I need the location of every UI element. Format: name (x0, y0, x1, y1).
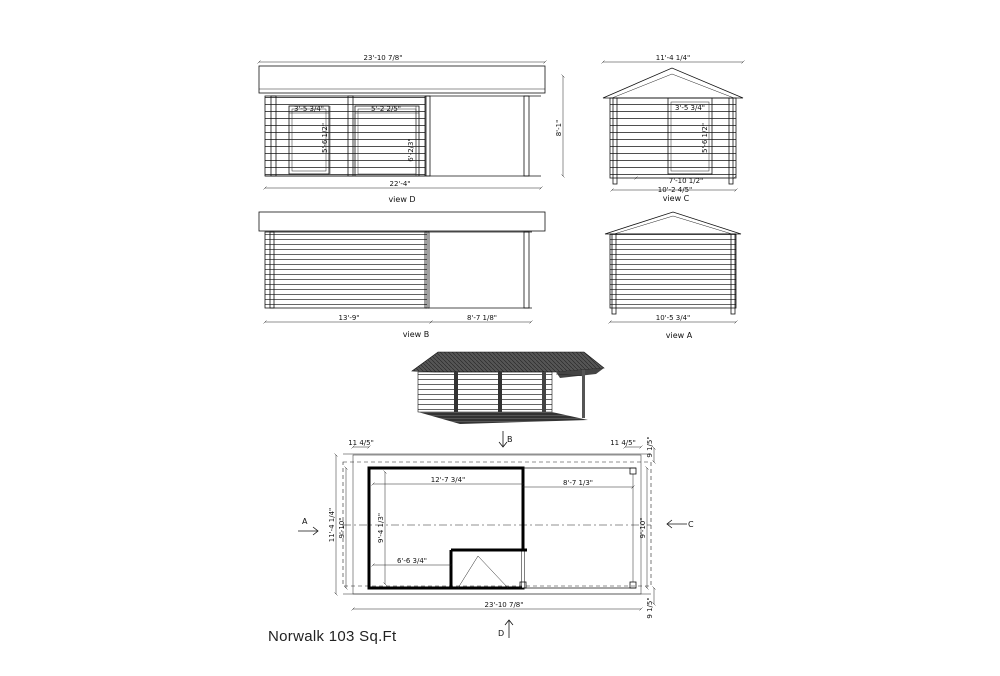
view-d-window-w: 3'-5 3/4" (293, 105, 325, 113)
view-d-window-h: 5'-6 1/2" (321, 122, 329, 154)
view-d-height: 8'-1" (555, 119, 563, 137)
view-a (605, 212, 741, 340)
view-d-overall-top: 23'-10 7/8" (363, 54, 403, 62)
arrow-d-label: D (498, 629, 505, 638)
view-c-overall-top: 11'-4 1/4" (655, 54, 691, 62)
arrow-d-icon (505, 620, 513, 638)
plan-room-depth: 9'-4 1/3" (377, 512, 385, 544)
plan-overhang-right: 11 4/5" (610, 439, 636, 447)
view-c-window-w: 3'-5 3/4" (674, 104, 706, 112)
view-b (259, 212, 545, 339)
view-c-overall-bottom: 10'-2 4/5" (657, 186, 693, 194)
view-b-closed: 13'-9" (338, 314, 360, 322)
view-d-overall-bottom: 22'-4" (389, 180, 411, 188)
arrow-c-icon (667, 520, 687, 528)
view-c (603, 54, 743, 203)
arrow-c-label: C (688, 520, 694, 529)
arrow-b-icon (499, 431, 507, 447)
plan-porch-len: 8'-7 1/3" (562, 479, 594, 487)
view-b-label: view B (402, 330, 430, 339)
arrow-b-label: B (507, 435, 513, 444)
plan-overhang-top: 9 1/5" (646, 436, 654, 458)
floor-plan (298, 431, 694, 638)
arrow-a-label: A (302, 517, 308, 526)
plan-overhang-left: 11 4/5" (348, 439, 374, 447)
plan-overall-len: 23'-10 7/8" (484, 601, 524, 609)
view-d-label: view D (388, 195, 416, 204)
view-c-label: view C (662, 194, 690, 203)
view-c-inner: 7'-10 1/2" (668, 177, 704, 185)
view-c-window-h: 5'-6 1/2" (701, 122, 709, 154)
view-d-door-h: 6'-2/3" (407, 138, 415, 162)
plan-depth-right: 9'-10" (639, 517, 647, 539)
view-d-door-w: 5'-2 2/5" (370, 105, 402, 113)
view-a-label: view A (665, 331, 693, 340)
view-a-width: 10'-5 3/4" (655, 314, 691, 322)
plan-depth-left: 9'-10" (338, 517, 346, 539)
drawing-title: Norwalk 103 Sq.Ft (268, 628, 397, 645)
view-d (259, 54, 563, 204)
view-b-open: 8'-7 1/8" (466, 314, 498, 322)
arrow-a-icon (298, 527, 318, 535)
plan-overhang-bottom: 9 1/5" (646, 597, 654, 619)
plan-total-depth: 11'-4 1/4" (328, 507, 336, 543)
perspective-render (412, 352, 604, 424)
plan-room-len: 12'-7 3/4" (430, 476, 466, 484)
plan-interior-w: 6'-6 3/4" (396, 557, 428, 565)
